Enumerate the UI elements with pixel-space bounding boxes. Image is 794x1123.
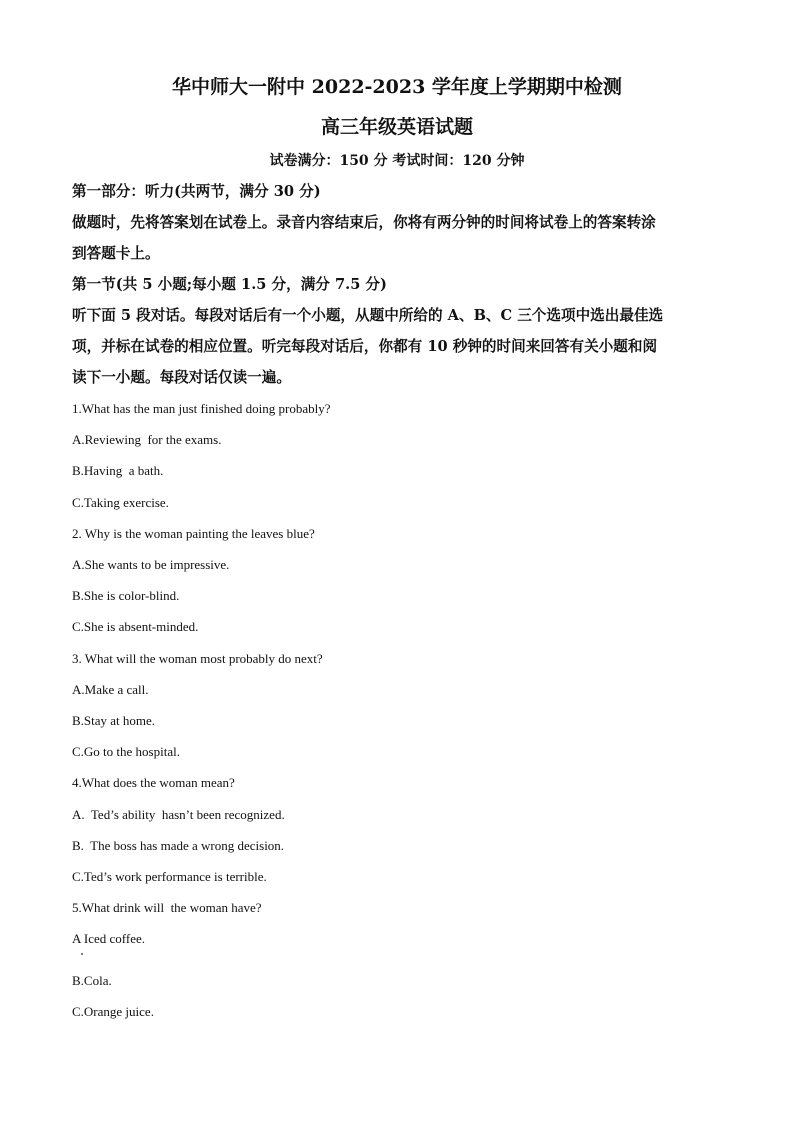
question-3-option-c: C.Go to the hospital. <box>72 744 180 759</box>
question-4-option-c: C.Ted’s work performance is terrible. <box>72 869 267 884</box>
question-3-stem: 3. What will the woman most probably do next? <box>72 651 323 666</box>
question-5-option-b: B.Cola. <box>72 973 112 988</box>
section1-instruction-line3: 读下一小题。每段对话仅读一遍。 <box>72 369 291 386</box>
exam-title: 华中师大一附中 2022-2023 学年度上学期期中检测 <box>172 76 622 98</box>
section1-instruction-line2: 项，并标在试卷的相应位置。听完每段对话后，你都有 10 秒钟的时间来回答有关小题和阅 <box>72 338 658 355</box>
part1-instruction-line2: 到答题卡上。 <box>72 245 160 262</box>
question-4-stem: 4.What does the woman mean? <box>72 775 235 790</box>
question-4-option-a: A. Ted’s ability hasn’t been recognized. <box>72 807 285 822</box>
part1-instruction-line1: 做题时，先将答案划在试卷上。录音内容结束后，你将有两分钟的时间将试卷上的答案转涂 <box>72 214 656 231</box>
question-1-option-b: B.Having a bath. <box>72 463 164 478</box>
section1-heading: 第一节(共 5 小题;每小题 1.5 分，满分 7.5 分) <box>72 276 387 293</box>
question-1-option-a: A.Reviewing for the exams. <box>72 432 222 447</box>
question-5-option-a: A Iced coffee. <box>72 931 146 946</box>
exam-subtitle: 高三年级英语试题 <box>320 116 473 138</box>
question-5-stem: 5.What drink will the woman have? <box>72 900 262 915</box>
section1-instruction-line1: 听下面 5 段对话。每段对话后有一个小题，从题中所给的 A、B、C 三个选项中选出最佳选 <box>72 307 664 324</box>
part1-heading: 第一部分：听力(共两节，满分 30 分) <box>72 183 321 200</box>
question-2-option-a: A.She wants to be impressive. <box>72 557 230 572</box>
exam-info: 试卷满分：150 分 考试时间：120 分钟 <box>269 153 525 169</box>
question-2-stem: 2. Why is the woman painting the leaves blue? <box>72 526 315 541</box>
stray-mark <box>81 953 83 955</box>
question-5-option-c: C.Orange juice. <box>72 1004 154 1019</box>
question-2-option-b: B.She is color-blind. <box>72 588 180 603</box>
question-4-option-b: B. The boss has made a wrong decision. <box>72 838 285 853</box>
question-3-option-a: A.Make a call. <box>72 682 149 697</box>
question-2-option-c: C.She is absent-minded. <box>72 619 199 634</box>
question-1-stem: 1.What has the man just finished doing probably? <box>72 401 331 416</box>
question-3-option-b: B.Stay at home. <box>72 713 156 728</box>
question-1-option-c: C.Taking exercise. <box>72 495 169 510</box>
